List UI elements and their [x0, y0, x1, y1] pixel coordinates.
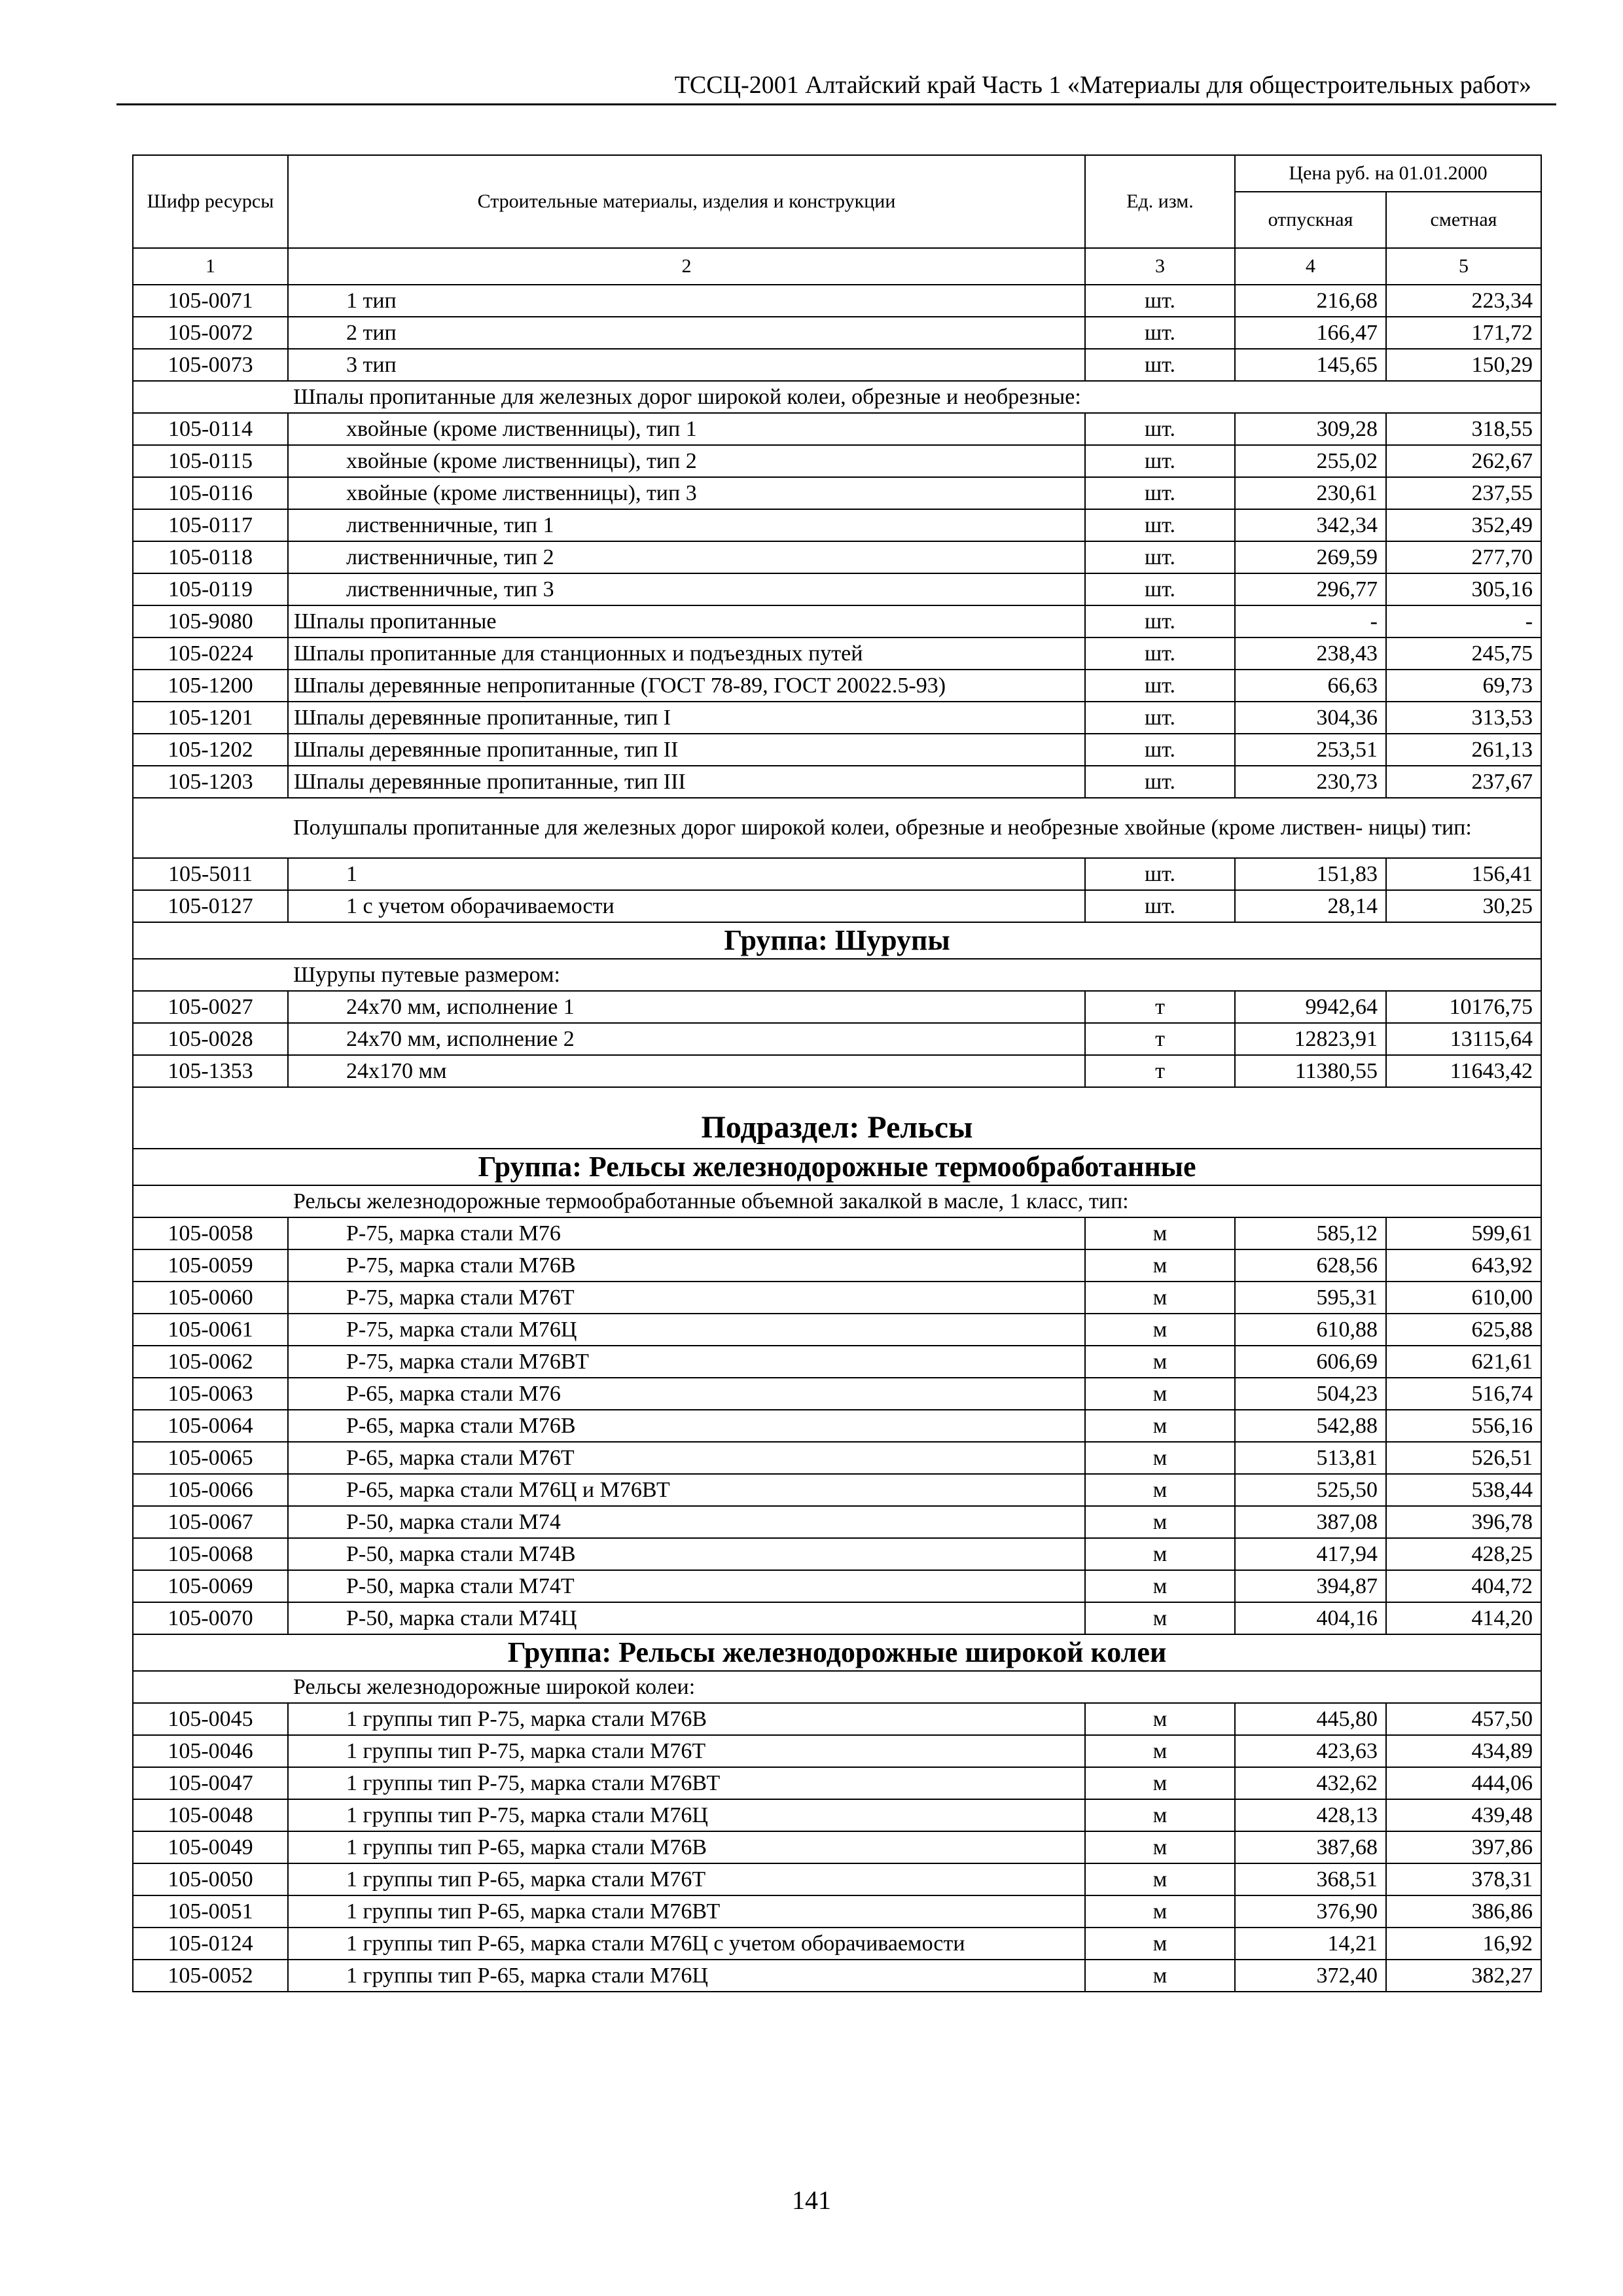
estimate-price: 237,67: [1386, 766, 1541, 798]
material-name: 24х70 мм, исполнение 2: [288, 1023, 1085, 1055]
table-row: [133, 317, 1541, 349]
resource-code: 105-0046: [133, 1735, 288, 1767]
release-price: 387,68: [1235, 1831, 1386, 1863]
release-price: 342,34: [1235, 509, 1386, 541]
table-row: [133, 1703, 1541, 1735]
header-release-price: отпускная: [1235, 192, 1386, 248]
release-price: 11380,55: [1235, 1055, 1386, 1087]
material-name: Шпалы деревянные пропитанные, тип III: [288, 766, 1085, 798]
release-price: 628,56: [1235, 1249, 1386, 1282]
material-name: лиственничные, тип 2: [288, 541, 1085, 573]
estimate-price: 378,31: [1386, 1863, 1541, 1895]
material-name: Р-75, марка стали М76Ц: [288, 1314, 1085, 1346]
release-price: 513,81: [1235, 1442, 1386, 1474]
resource-code: 105-0063: [133, 1378, 288, 1410]
estimate-price: 643,92: [1386, 1249, 1541, 1282]
release-price: 404,16: [1235, 1602, 1386, 1634]
material-name: Шпалы деревянные пропитанные, тип II: [288, 734, 1085, 766]
estimate-price: 526,51: [1386, 1442, 1541, 1474]
page-number: 141: [792, 2185, 831, 2215]
estimate-price: 434,89: [1386, 1735, 1541, 1767]
estimate-price: 69,73: [1386, 670, 1541, 702]
empty-code-cell: [133, 1185, 288, 1217]
resource-code: 105-0068: [133, 1538, 288, 1570]
table-row: [133, 1767, 1541, 1799]
table-row: [133, 1928, 1541, 1960]
material-name: Шпалы пропитанные: [288, 605, 1085, 637]
material-name: 1 группы тип Р-65, марка стали М76В: [288, 1831, 1085, 1863]
table-row: [133, 991, 1541, 1023]
release-price: 525,50: [1235, 1474, 1386, 1506]
unit-of-measure: шт.: [1085, 445, 1235, 477]
release-price: 504,23: [1235, 1378, 1386, 1410]
material-name: 3 тип: [288, 349, 1085, 381]
resource-code: 105-0224: [133, 637, 288, 670]
estimate-price: 599,61: [1386, 1217, 1541, 1249]
resource-code: 105-1202: [133, 734, 288, 766]
estimate-price: 444,06: [1386, 1767, 1541, 1799]
unit-of-measure: шт.: [1085, 349, 1235, 381]
table-body: [133, 285, 1541, 1992]
column-number: 5: [1386, 248, 1541, 285]
estimate-price: 313,53: [1386, 702, 1541, 734]
estimate-price: 625,88: [1386, 1314, 1541, 1346]
table-row: [133, 702, 1541, 734]
release-price: 151,83: [1235, 858, 1386, 890]
unit-of-measure: шт.: [1085, 413, 1235, 445]
table-row: [133, 413, 1541, 445]
table-row: [133, 1735, 1541, 1767]
unit-of-measure: шт.: [1085, 734, 1235, 766]
unit-of-measure: м: [1085, 1538, 1235, 1570]
table-row: [133, 1506, 1541, 1538]
unit-of-measure: м: [1085, 1346, 1235, 1378]
unit-of-measure: м: [1085, 1314, 1235, 1346]
group-heading: Группа: Рельсы железнодорожные широкой колеи: [133, 1634, 1541, 1671]
resource-code: 105-0027: [133, 991, 288, 1023]
empty-code-cell: [133, 1671, 288, 1703]
estimate-price: 223,34: [1386, 285, 1541, 317]
material-name: Р-65, марка стали М76Ц и М76ВТ: [288, 1474, 1085, 1506]
estimate-price: 386,86: [1386, 1895, 1541, 1928]
table-row: [133, 858, 1541, 890]
header-code: Шифр ресурсы: [133, 155, 288, 248]
resource-code: 105-0065: [133, 1442, 288, 1474]
release-price: 432,62: [1235, 1767, 1386, 1799]
release-price: 255,02: [1235, 445, 1386, 477]
caption-text: Рельсы железнодорожные широкой колеи:: [288, 1671, 1541, 1703]
caption-text: Рельсы железнодорожные термообработанные объемной закалкой в масле, 1 класс, тип:: [288, 1185, 1541, 1217]
unit-of-measure: м: [1085, 1442, 1235, 1474]
resource-code: 105-0116: [133, 477, 288, 509]
unit-of-measure: м: [1085, 1506, 1235, 1538]
unit-of-measure: м: [1085, 1410, 1235, 1442]
table-row: [133, 349, 1541, 381]
resource-code: 105-0118: [133, 541, 288, 573]
estimate-price: 318,55: [1386, 413, 1541, 445]
estimate-price: 245,75: [1386, 637, 1541, 670]
table-row: [133, 1831, 1541, 1863]
material-name: 1 группы тип Р-75, марка стали М76ВТ: [288, 1767, 1085, 1799]
table-row: [133, 1023, 1541, 1055]
header-price: Цена руб. на 01.01.2000: [1235, 155, 1541, 192]
release-price: 296,77: [1235, 573, 1386, 605]
estimate-price: 382,27: [1386, 1960, 1541, 1992]
resource-code: 105-0119: [133, 573, 288, 605]
estimate-price: 237,55: [1386, 477, 1541, 509]
resource-code: 105-0115: [133, 445, 288, 477]
resource-code: 105-0069: [133, 1570, 288, 1602]
resource-code: 105-0051: [133, 1895, 288, 1928]
unit-of-measure: м: [1085, 1217, 1235, 1249]
release-price: 166,47: [1235, 317, 1386, 349]
table-header-row: [133, 155, 1541, 192]
table-row: [133, 637, 1541, 670]
table-row: [133, 1217, 1541, 1249]
table-row: [133, 605, 1541, 637]
material-name: 24х170 мм: [288, 1055, 1085, 1087]
estimate-price: 414,20: [1386, 1602, 1541, 1634]
resource-code: 105-0028: [133, 1023, 288, 1055]
resource-code: 105-9080: [133, 605, 288, 637]
unit-of-measure: м: [1085, 1895, 1235, 1928]
resource-code: 105-0064: [133, 1410, 288, 1442]
unit-of-measure: т: [1085, 1055, 1235, 1087]
resource-code: 105-0072: [133, 317, 288, 349]
resource-code: 105-0114: [133, 413, 288, 445]
table-row: [133, 734, 1541, 766]
material-name: Р-50, марка стали М74Т: [288, 1570, 1085, 1602]
table-row: [133, 509, 1541, 541]
resource-code: 105-0071: [133, 285, 288, 317]
table-row: [133, 1378, 1541, 1410]
material-name: лиственничные, тип 3: [288, 573, 1085, 605]
resource-code: 105-0070: [133, 1602, 288, 1634]
material-name: лиственничные, тип 1: [288, 509, 1085, 541]
empty-code-cell: [133, 381, 288, 413]
table-row: [133, 1602, 1541, 1634]
caption-text: Шпалы пропитанные для железных дорог широкой колеи, обрезные и необрезные:: [288, 381, 1541, 413]
release-price: 387,08: [1235, 1506, 1386, 1538]
estimate-price: 352,49: [1386, 509, 1541, 541]
material-name: Шпалы деревянные пропитанные, тип I: [288, 702, 1085, 734]
subsection-heading: Подраздел: Рельсы: [133, 1087, 1541, 1149]
column-number: 3: [1085, 248, 1235, 285]
empty-code-cell: [133, 798, 288, 858]
estimate-price: 277,70: [1386, 541, 1541, 573]
estimate-price: 13115,64: [1386, 1023, 1541, 1055]
material-name: 1 группы тип Р-65, марка стали М76Ц: [288, 1960, 1085, 1992]
release-price: 230,73: [1235, 766, 1386, 798]
estimate-price: 610,00: [1386, 1282, 1541, 1314]
release-price: 28,14: [1235, 890, 1386, 922]
unit-of-measure: шт.: [1085, 890, 1235, 922]
material-name: хвойные (кроме лиственницы), тип 1: [288, 413, 1085, 445]
estimate-price: 538,44: [1386, 1474, 1541, 1506]
resource-code: 105-0047: [133, 1767, 288, 1799]
unit-of-measure: м: [1085, 1767, 1235, 1799]
table-row: [133, 1055, 1541, 1087]
resource-code: 105-0117: [133, 509, 288, 541]
unit-of-measure: м: [1085, 1602, 1235, 1634]
release-price: 542,88: [1235, 1410, 1386, 1442]
estimate-price: 404,72: [1386, 1570, 1541, 1602]
release-price: 445,80: [1235, 1703, 1386, 1735]
release-price: 14,21: [1235, 1928, 1386, 1960]
release-price: 230,61: [1235, 477, 1386, 509]
material-name: 1 группы тип Р-65, марка стали М76ВТ: [288, 1895, 1085, 1928]
estimate-price: 171,72: [1386, 317, 1541, 349]
estimate-price: 10176,75: [1386, 991, 1541, 1023]
release-price: -: [1235, 605, 1386, 637]
group-row: [133, 1149, 1541, 1185]
unit-of-measure: шт.: [1085, 605, 1235, 637]
material-name: 1 группы тип Р-75, марка стали М76Ц: [288, 1799, 1085, 1831]
resource-code: 105-0058: [133, 1217, 288, 1249]
unit-of-measure: м: [1085, 1474, 1235, 1506]
release-price: 9942,64: [1235, 991, 1386, 1023]
unit-of-measure: шт.: [1085, 702, 1235, 734]
estimate-price: -: [1386, 605, 1541, 637]
estimate-price: 261,13: [1386, 734, 1541, 766]
estimate-price: 150,29: [1386, 349, 1541, 381]
estimate-price: 621,61: [1386, 1346, 1541, 1378]
release-price: 253,51: [1235, 734, 1386, 766]
release-price: 585,12: [1235, 1217, 1386, 1249]
material-name: 1 группы тип Р-75, марка стали М76Т: [288, 1735, 1085, 1767]
release-price: 606,69: [1235, 1346, 1386, 1378]
table-row: [133, 890, 1541, 922]
table-row: [133, 1410, 1541, 1442]
table-row: [133, 541, 1541, 573]
caption-row: [133, 381, 1541, 413]
unit-of-measure: т: [1085, 1023, 1235, 1055]
release-price: 394,87: [1235, 1570, 1386, 1602]
table-row: [133, 1474, 1541, 1506]
resource-code: 105-0067: [133, 1506, 288, 1538]
release-price: 12823,91: [1235, 1023, 1386, 1055]
caption-row: [133, 1185, 1541, 1217]
header-rule: [116, 103, 1556, 105]
resource-code: 105-1353: [133, 1055, 288, 1087]
release-price: 238,43: [1235, 637, 1386, 670]
table-row: [133, 477, 1541, 509]
estimate-price: 30,25: [1386, 890, 1541, 922]
price-table: [132, 154, 1542, 1992]
resource-code: 105-0059: [133, 1249, 288, 1282]
caption-row: [133, 798, 1541, 858]
estimate-price: 397,86: [1386, 1831, 1541, 1863]
estimate-price: 516,74: [1386, 1378, 1541, 1410]
unit-of-measure: м: [1085, 1282, 1235, 1314]
estimate-price: 457,50: [1386, 1703, 1541, 1735]
table-row: [133, 1570, 1541, 1602]
caption-row: [133, 959, 1541, 991]
subsection-row: [133, 1087, 1541, 1149]
material-name: Р-65, марка стали М76: [288, 1378, 1085, 1410]
release-price: 376,90: [1235, 1895, 1386, 1928]
material-name: Р-50, марка стали М74В: [288, 1538, 1085, 1570]
unit-of-measure: м: [1085, 1703, 1235, 1735]
unit-of-measure: шт.: [1085, 766, 1235, 798]
release-price: 428,13: [1235, 1799, 1386, 1831]
table-row: [133, 1895, 1541, 1928]
release-price: 595,31: [1235, 1282, 1386, 1314]
table-row: [133, 1282, 1541, 1314]
material-name: 1: [288, 858, 1085, 890]
column-number-row: [133, 248, 1541, 285]
material-name: Р-75, марка стали М76В: [288, 1249, 1085, 1282]
resource-code: 105-0050: [133, 1863, 288, 1895]
material-name: Р-75, марка стали М76Т: [288, 1282, 1085, 1314]
resource-code: 105-5011: [133, 858, 288, 890]
release-price: 372,40: [1235, 1960, 1386, 1992]
resource-code: 105-0073: [133, 349, 288, 381]
release-price: 610,88: [1235, 1314, 1386, 1346]
unit-of-measure: м: [1085, 1863, 1235, 1895]
running-header: ТССЦ-2001 Алтайский край Часть 1 «Материалы для общестроительных работ»: [674, 71, 1531, 99]
release-price: 423,63: [1235, 1735, 1386, 1767]
material-name: хвойные (кроме лиственницы), тип 3: [288, 477, 1085, 509]
resource-code: 105-0049: [133, 1831, 288, 1863]
unit-of-measure: м: [1085, 1799, 1235, 1831]
header-unit: Ед. изм.: [1085, 155, 1235, 248]
material-name: хвойные (кроме лиственницы), тип 2: [288, 445, 1085, 477]
unit-of-measure: шт.: [1085, 858, 1235, 890]
unit-of-measure: м: [1085, 1928, 1235, 1960]
table-row: [133, 1799, 1541, 1831]
empty-code-cell: [133, 959, 288, 991]
unit-of-measure: шт.: [1085, 509, 1235, 541]
estimate-price: 262,67: [1386, 445, 1541, 477]
resource-code: 105-1200: [133, 670, 288, 702]
estimate-price: 305,16: [1386, 573, 1541, 605]
unit-of-measure: шт.: [1085, 573, 1235, 605]
release-price: 66,63: [1235, 670, 1386, 702]
estimate-price: 556,16: [1386, 1410, 1541, 1442]
unit-of-measure: м: [1085, 1249, 1235, 1282]
unit-of-measure: шт.: [1085, 317, 1235, 349]
table-row: [133, 766, 1541, 798]
group-heading: Группа: Рельсы железнодорожные термообработанные: [133, 1149, 1541, 1185]
resource-code: 105-0045: [133, 1703, 288, 1735]
unit-of-measure: м: [1085, 1735, 1235, 1767]
estimate-price: 156,41: [1386, 858, 1541, 890]
release-price: 417,94: [1235, 1538, 1386, 1570]
estimate-price: 11643,42: [1386, 1055, 1541, 1087]
material-name: Р-65, марка стали М76Т: [288, 1442, 1085, 1474]
unit-of-measure: т: [1085, 991, 1235, 1023]
resource-code: 105-0061: [133, 1314, 288, 1346]
table-row: [133, 1249, 1541, 1282]
estimate-price: 396,78: [1386, 1506, 1541, 1538]
resource-code: 105-1201: [133, 702, 288, 734]
resource-code: 105-0052: [133, 1960, 288, 1992]
resource-code: 105-0127: [133, 890, 288, 922]
release-price: 304,36: [1235, 702, 1386, 734]
material-name: Шпалы деревянные непропитанные (ГОСТ 78-89, ГОСТ 20022.5-93): [288, 670, 1085, 702]
unit-of-measure: м: [1085, 1831, 1235, 1863]
table-row: [133, 1442, 1541, 1474]
resource-code: 105-0062: [133, 1346, 288, 1378]
caption-row: [133, 1671, 1541, 1703]
estimate-price: 439,48: [1386, 1799, 1541, 1831]
release-price: 216,68: [1235, 285, 1386, 317]
resource-code: 105-0048: [133, 1799, 288, 1831]
table-row: [133, 670, 1541, 702]
column-number: 4: [1235, 248, 1386, 285]
material-name: 1 с учетом оборачиваемости: [288, 890, 1085, 922]
table-row: [133, 1960, 1541, 1992]
caption-text: Шурупы путевые размером:: [288, 959, 1541, 991]
table-row: [133, 1538, 1541, 1570]
group-row: [133, 922, 1541, 959]
resource-code: 105-0060: [133, 1282, 288, 1314]
estimate-price: 428,25: [1386, 1538, 1541, 1570]
unit-of-measure: м: [1085, 1378, 1235, 1410]
group-heading: Группа: Шурупы: [133, 922, 1541, 959]
table-row: [133, 573, 1541, 605]
table-row: [133, 1346, 1541, 1378]
unit-of-measure: шт.: [1085, 637, 1235, 670]
unit-of-measure: шт.: [1085, 477, 1235, 509]
material-name: Шпалы пропитанные для станционных и подъездных путей: [288, 637, 1085, 670]
estimate-price: 16,92: [1386, 1928, 1541, 1960]
caption-text: Полушпалы пропитанные для железных дорог широкой колеи, обрезные и необрезные хвойные (кроме листвен- ницы) тип:: [288, 798, 1541, 858]
material-name: 2 тип: [288, 317, 1085, 349]
resource-code: 105-1203: [133, 766, 288, 798]
material-name: 24х70 мм, исполнение 1: [288, 991, 1085, 1023]
table-row: [133, 1314, 1541, 1346]
header-name: Строительные материалы, изделия и конструкции: [288, 155, 1085, 248]
release-price: 368,51: [1235, 1863, 1386, 1895]
unit-of-measure: шт.: [1085, 541, 1235, 573]
table-row: [133, 445, 1541, 477]
unit-of-measure: м: [1085, 1960, 1235, 1992]
material-name: 1 группы тип Р-65, марка стали М76Т: [288, 1863, 1085, 1895]
release-price: 309,28: [1235, 413, 1386, 445]
material-name: 1 тип: [288, 285, 1085, 317]
unit-of-measure: м: [1085, 1570, 1235, 1602]
material-name: Р-50, марка стали М74Ц: [288, 1602, 1085, 1634]
material-name: Р-65, марка стали М76В: [288, 1410, 1085, 1442]
column-number: 2: [288, 248, 1085, 285]
material-name: Р-75, марка стали М76: [288, 1217, 1085, 1249]
release-price: 145,65: [1235, 349, 1386, 381]
release-price: 269,59: [1235, 541, 1386, 573]
header-estimate-price: сметная: [1386, 192, 1541, 248]
column-number: 1: [133, 248, 288, 285]
material-name: 1 группы тип Р-75, марка стали М76В: [288, 1703, 1085, 1735]
table-row: [133, 1863, 1541, 1895]
resource-code: 105-0066: [133, 1474, 288, 1506]
resource-code: 105-0124: [133, 1928, 288, 1960]
material-name: Р-75, марка стали М76ВТ: [288, 1346, 1085, 1378]
material-name: Р-50, марка стали М74: [288, 1506, 1085, 1538]
unit-of-measure: шт.: [1085, 285, 1235, 317]
unit-of-measure: шт.: [1085, 670, 1235, 702]
group-row: [133, 1634, 1541, 1671]
material-name: 1 группы тип Р-65, марка стали М76Ц с учетом оборачиваемости: [288, 1928, 1085, 1960]
table-row: [133, 285, 1541, 317]
